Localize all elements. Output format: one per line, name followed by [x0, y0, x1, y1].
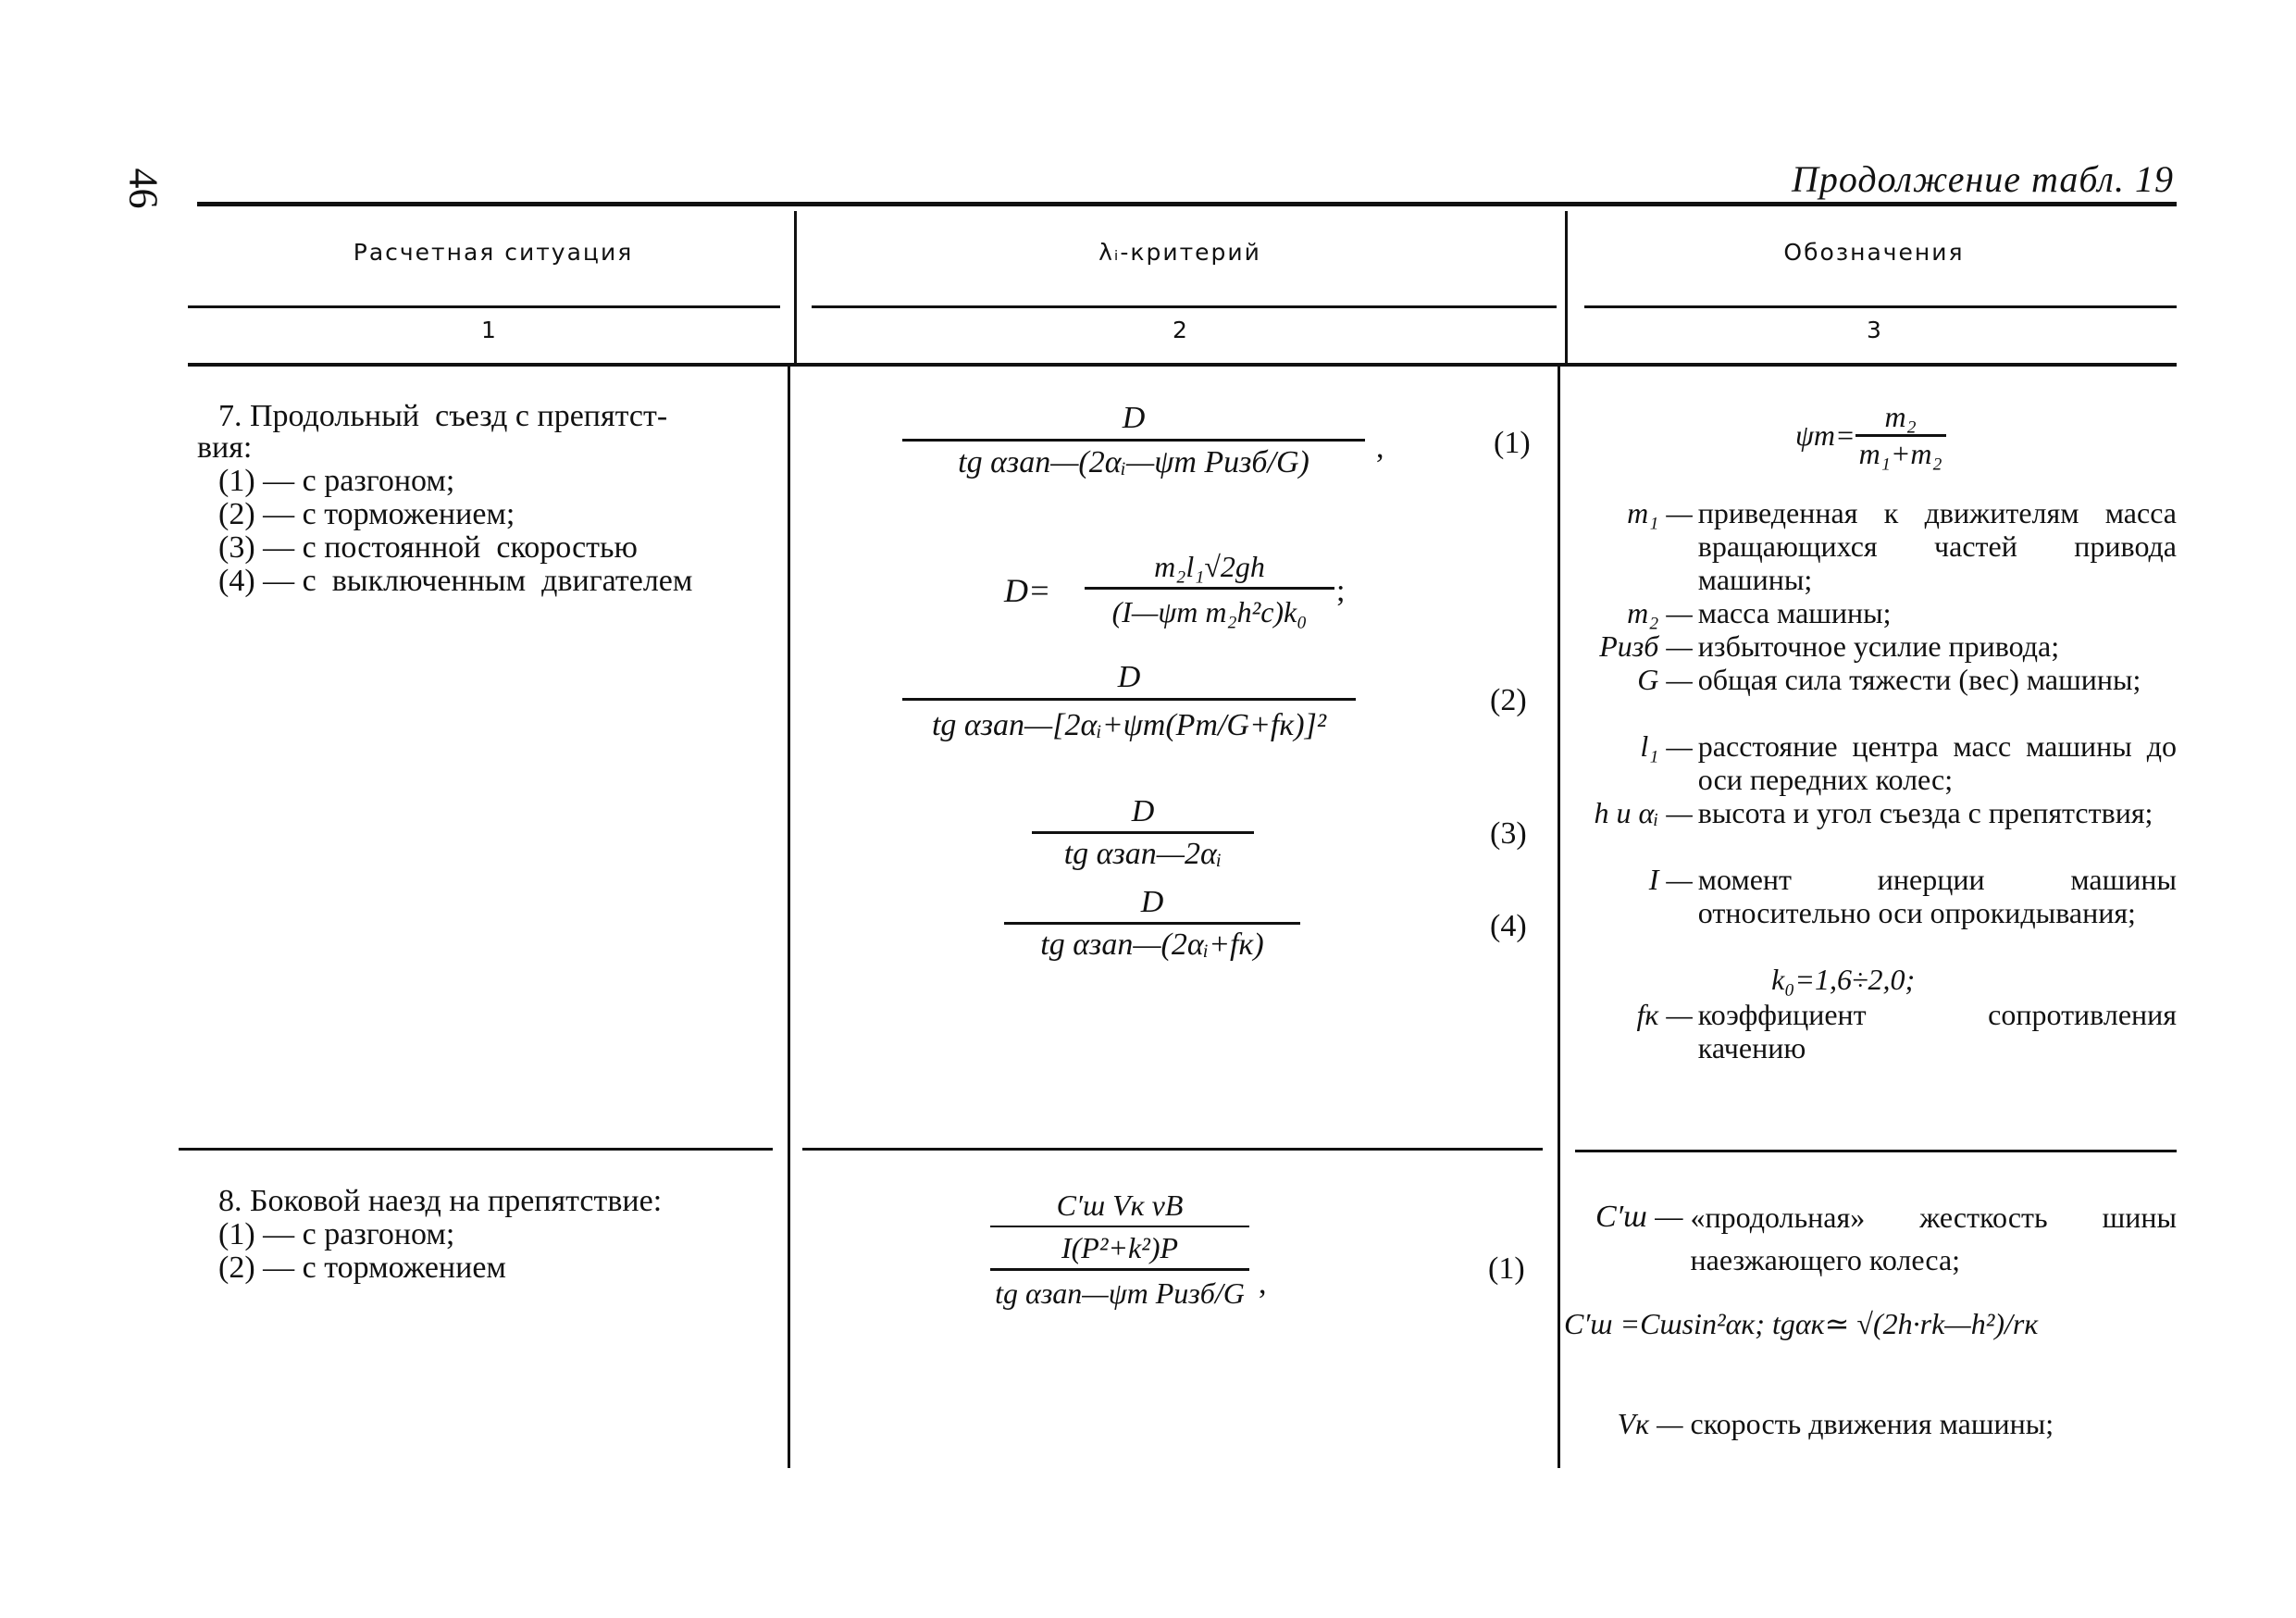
row7-situation — [197, 400, 780, 598]
column-number-2: 2 — [1173, 317, 1187, 343]
psi-formula-den: m₁+m₂ — [1855, 434, 1946, 471]
page-number: 46 — [120, 168, 167, 209]
header-rule-1 — [188, 305, 780, 308]
formula-7-1-bar — [902, 439, 1365, 442]
designation-8-2 — [1564, 1307, 2177, 1340]
formula-8-1-inner-den: I(P²+k²)P — [1061, 1231, 1179, 1264]
designation-8-3 — [1573, 1407, 2177, 1440]
designation-7-5-symbol: l₁ — — [1640, 729, 1693, 763]
psi-formula-lhs: ψm= — [1795, 418, 1855, 452]
formula-8-1-main-bar — [990, 1268, 1249, 1271]
formula-8-1-denominator: tg αзап—ψm Pизб/G — [995, 1276, 1245, 1310]
row8-item-2: (2) — с торможением — [218, 1251, 506, 1285]
formula-7-1-denominator — [902, 445, 1365, 480]
designation-8-1-text: «продольная» жесткость шины наезжающего колеса; — [1690, 1201, 2177, 1276]
designation-7-2-symbol: m₂ — — [1627, 596, 1693, 629]
psi-formula — [1795, 400, 1946, 471]
designation-7-3-symbol: Pизб — — [1599, 629, 1693, 663]
header-criterion: λᵢ-критерий — [1098, 239, 1261, 266]
formula-7-4-bar — [1004, 922, 1300, 925]
designation-7-5-text: расстояние центра масс машины до оси передних колес; — [1697, 729, 2177, 796]
row7-item-3: (3) — с постоянной скоростью — [218, 530, 638, 565]
eq-number-7-2: (2) — [1490, 683, 1527, 717]
psi-formula-num: m₂ — [1884, 400, 1917, 433]
row-separator-3 — [1575, 1150, 2177, 1152]
column-divider-1b — [788, 367, 790, 1468]
formula-d-denominator: (I—ψm m₂h²c)k₀ — [1111, 595, 1308, 629]
formula-7-2 — [902, 659, 1356, 747]
header-designations: Обозначения — [1783, 239, 1965, 266]
designation-7-9-text: коэффициент сопротивления качению — [1697, 998, 2177, 1064]
formula-d — [1085, 548, 1334, 630]
psi-formula-fraction — [1855, 400, 1946, 471]
designation-8-3-text: скорость движения машины; — [1690, 1407, 2054, 1440]
designation-7-1-symbol: m₁ — — [1627, 496, 1693, 529]
designation-7-3-text: избыточное усилие привода; — [1697, 629, 2060, 663]
row8-item-1: (1) — с разгоном; — [218, 1217, 455, 1251]
formula-7-1 — [902, 400, 1365, 480]
designation-7-7-text: момент инерции машины относительно оси опрокидывания; — [1697, 863, 2177, 929]
row8-situation — [197, 1185, 780, 1285]
formula-d-numerator: m₂l₁√2gh — [1154, 550, 1265, 583]
eq-number-7-1: (1) — [1494, 426, 1531, 460]
header-situation: Расчетная ситуация — [353, 239, 634, 266]
eq-number-8-1: (1) — [1488, 1251, 1525, 1286]
formula-7-2-bar — [902, 698, 1356, 701]
formula-7-2-numerator: D — [1117, 660, 1141, 694]
formula-7-4-denominator: tg αзап—(2αᵢ+fк) — [1040, 927, 1264, 962]
designation-7-5 — [1573, 729, 2177, 796]
formula-7-1-comma: , — [1376, 430, 1384, 465]
row7-title-cont: вия: — [197, 430, 253, 465]
column-number-3: 3 — [1867, 317, 1881, 343]
formula-d-lhs: D= — [1004, 572, 1051, 609]
formula-7-1-numerator: D — [1122, 401, 1146, 435]
formula-7-3-numerator: D — [1131, 794, 1155, 828]
designation-7-1 — [1573, 496, 2177, 596]
designation-8-1-symbol: C′ш — — [1595, 1200, 1683, 1234]
header-rule-2 — [812, 305, 1557, 308]
designation-7-3 — [1573, 629, 2177, 663]
designation-7-1-text: приведенная к движителям масса вращающихся частей привода машины; — [1697, 496, 2177, 596]
designation-7-2 — [1573, 596, 2177, 629]
eq-number-7-3: (3) — [1490, 816, 1527, 851]
designation-7-9 — [1573, 998, 2177, 1064]
continuation-title: Продолжение табл. 19 — [1791, 158, 2174, 200]
formula-d-semicolon: ; — [1336, 574, 1346, 608]
column-number-1: 1 — [481, 317, 496, 343]
designation-7-9-symbol: fк — — [1636, 998, 1693, 1031]
designation-7-4-symbol: G — — [1637, 663, 1693, 696]
row7-item-4: (4) — с выключенным двигателем — [218, 564, 693, 598]
designation-7-7 — [1573, 863, 2177, 929]
column-divider-2b — [1558, 367, 1560, 1468]
formula-8-1 — [990, 1187, 1249, 1312]
designation-7-4 — [1573, 663, 2177, 696]
formula-7-3 — [1032, 794, 1254, 873]
formula-7-3-bar — [1032, 831, 1254, 834]
designation-7-4-text: общая сила тяжести (вес) машины; — [1697, 663, 2141, 696]
designation-7-2-text: масса машины; — [1697, 596, 1892, 629]
formula-7-1-den-text: tg αзап—(2αᵢ—ψm Pизб/G) — [958, 445, 1309, 479]
designation-7-8 — [1573, 963, 2177, 996]
row7-item-1: (1) — с разгоном; — [218, 464, 455, 498]
column-divider-2 — [1565, 211, 1568, 367]
column-divider-1 — [794, 211, 797, 367]
formula-7-3-denominator: tg αзап—2αᵢ — [1063, 837, 1222, 871]
row-separator-1 — [179, 1148, 773, 1151]
row8-title: 8. Боковой наезд на препятствие: — [218, 1184, 663, 1218]
header-rule-3 — [1584, 305, 2177, 308]
designation-7-7-symbol: I — — [1648, 863, 1693, 896]
formula-d-bar — [1085, 587, 1334, 590]
formula-8-1-inner-bar — [990, 1226, 1249, 1227]
row7-title: 7. Продольный съезд с препятст- — [218, 399, 668, 433]
column-number-rule — [188, 363, 2177, 367]
formula-8-1-inner-num: C′ш Vк νB — [1056, 1189, 1184, 1222]
designation-8-2-text: C′ш =Cшsin²αк; tgαк≃ √(2h·rk—h²)/rк — [1564, 1307, 2039, 1340]
designation-7-8-symbol — [1573, 963, 1766, 996]
designation-8-3-symbol: Vк — — [1617, 1407, 1683, 1440]
designation-8-1 — [1573, 1196, 2177, 1281]
designation-7-6-text: высота и угол съезда с препятствия; — [1697, 796, 2153, 829]
designation-7-8-text: k₀=1,6÷2,0; — [1771, 963, 1916, 996]
eq-number-7-4: (4) — [1490, 909, 1527, 943]
row7-item-2: (2) — с торможением; — [218, 497, 515, 531]
designation-7-6 — [1573, 796, 2177, 829]
formula-8-1-comma: , — [1259, 1266, 1267, 1301]
formula-7-4 — [1004, 885, 1300, 964]
top-rule — [197, 202, 2177, 206]
formula-7-2-denominator: tg αзап—[2αᵢ+ψm(Pт/G+fк)]² — [931, 708, 1327, 742]
formula-7-4-numerator: D — [1140, 885, 1164, 919]
designation-7-6-symbol: h и αᵢ — — [1594, 796, 1693, 829]
row-separator-2 — [802, 1148, 1543, 1151]
